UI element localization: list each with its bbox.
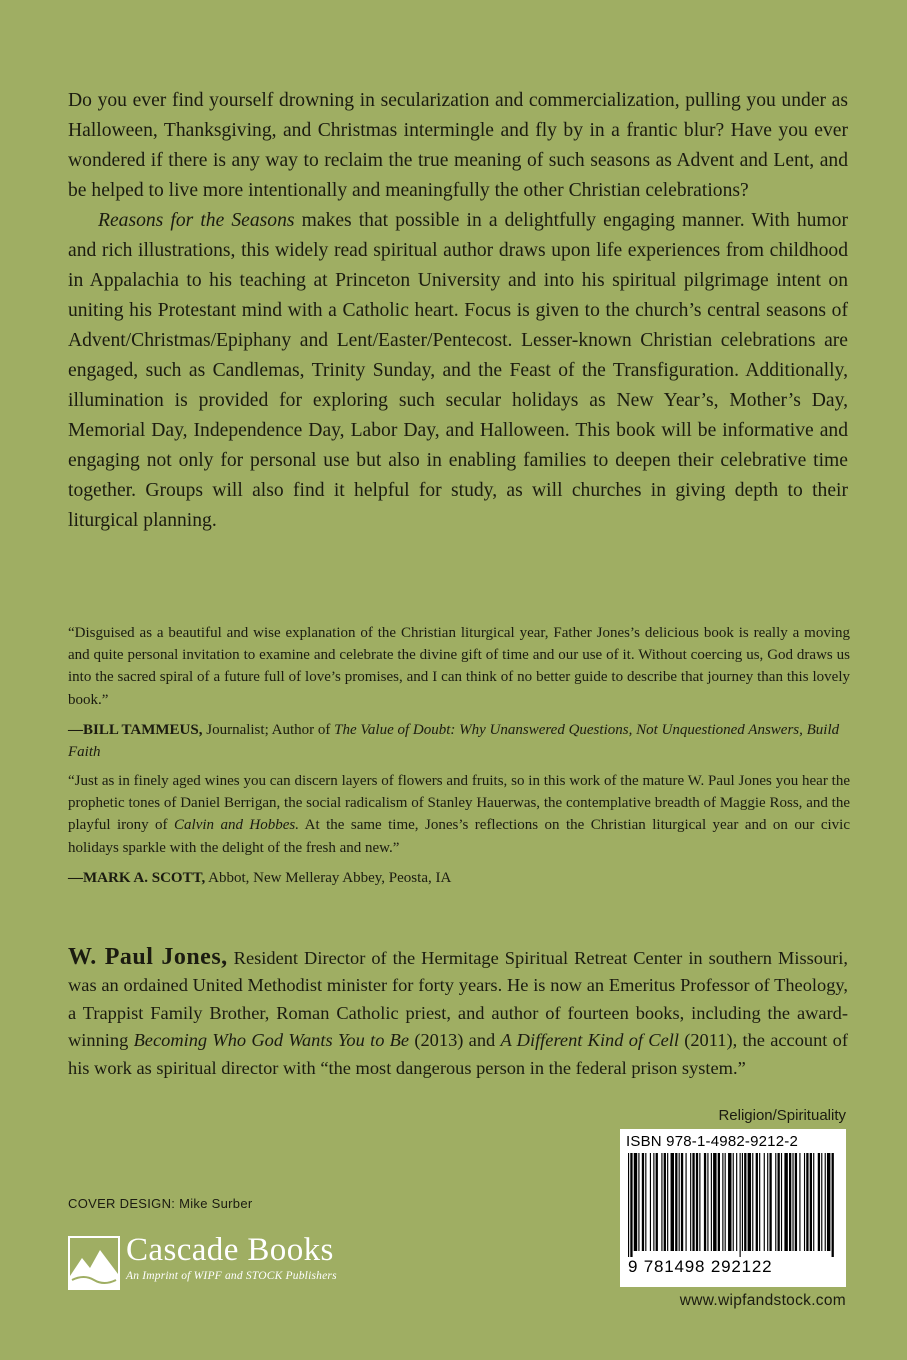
barcode-bar: [650, 1153, 651, 1251]
barcode-bar: [821, 1153, 822, 1251]
barcode-bar: [718, 1153, 720, 1251]
bio-text-part: (2011), the account of his work as spiritual director with “the most dangerous person in the federal prison system.”: [68, 1030, 848, 1078]
endorser-name: —BILL TAMMEUS,: [68, 721, 203, 738]
barcode-bar: [810, 1153, 812, 1251]
barcode-bar: [630, 1153, 632, 1257]
isbn-number: ISBN 978-1-4982-9212-2: [626, 1133, 799, 1150]
endorsement-attribution: [68, 719, 850, 763]
author-name: W. Paul Jones,: [68, 944, 228, 970]
endorsement-quote-italic: Calvin and Hobbes.: [174, 817, 299, 834]
barcode-bars-icon: [628, 1153, 838, 1257]
barcode-bar: [806, 1153, 808, 1251]
barcode-bar: [767, 1153, 768, 1251]
endorser-work: The Value of Doubt: Why Unanswered Questions, Not Unquestioned Answers, Build Faith: [68, 721, 840, 761]
author-bio: [68, 944, 848, 1082]
barcode-digits: 9 781498 292122: [628, 1257, 773, 1276]
barcode-bar: [818, 1153, 820, 1251]
barcode-bar: [642, 1153, 644, 1251]
isbn-barcode: [620, 1129, 846, 1287]
blurb-paragraph-2-text: makes that possible in a delightfully engaging manner. With humor and rich illustrations, this widely read spiritual author draws upon life experiences from childhood in Appalachia to his teaching at Princeton University and into his spiritual pilgrimage intent on uniting his Protestant mind with a Catholic heart. Focus is given to the church’s central seasons of Advent/Christmas/Epiphany and Lent/Easter/Pentecost. Lesser-known Christian celebrations are engaged, such as Candlemas, Trinity Sunday, and the Feast of the Transfiguration. Additionally, illumination is provided for exploring such secular holidays as New Year’s, Mother’s Day, Memorial Day, Independence Day, Labor Day, and Halloween. This book will be informative and engaging not only for personal use but also in enabling families to deepen their celebrative time together. Groups will also find it helpful for study, as will churches in giving depth to their liturgical planning.: [68, 210, 848, 531]
barcode-bar: [789, 1153, 791, 1251]
barcode-bar: [781, 1153, 782, 1251]
barcode-bar: [744, 1153, 746, 1251]
barcode-bar: [686, 1153, 687, 1251]
barcode-bar: [692, 1153, 694, 1251]
barcode-bar: [804, 1153, 805, 1251]
barcode-bar: [733, 1153, 734, 1251]
barcode-bar: [667, 1153, 668, 1251]
mountain-logo-icon: [68, 1236, 120, 1290]
barcode-bar: [664, 1153, 666, 1251]
bio-text-part: Resident Director of the Hermitage Spiritual Retreat Center in southern Missouri, was an ordained United Methodist minister for forty years. He is now an Emeritus Professor of Theology, a Trappist Family Brother, Roman Catholic priest, and author of fourteen books, including the award-winning: [68, 948, 848, 1051]
bio-book-title: Becoming Who God Wants You to Be: [133, 1030, 410, 1051]
book-title: Reasons for the Seasons: [98, 210, 295, 231]
category-label: Religion/Spirituality: [718, 1107, 846, 1124]
barcode-bar: [832, 1153, 834, 1257]
barcode-bar: [711, 1153, 712, 1251]
barcode-bar: [671, 1153, 674, 1251]
barcode-bar: [725, 1153, 726, 1251]
blurb-paragraph-1: Do you ever find yourself drowning in secularization and commercialization, pulling you under as Halloween, Thanksgiving, and Christmas intermingle and fly by in a frantic blur? Have you ever wondered if there is any way to reclaim the true meaning of such seasons as Advent and Lent, and be helped to live more intentionally and meaningfully the other Christian celebrations?: [68, 90, 848, 201]
barcode-bar: [699, 1153, 700, 1251]
barcode-bar: [799, 1153, 800, 1251]
endorser-name: —MARK A. SCOTT,: [68, 869, 206, 886]
barcode-bar: [681, 1153, 683, 1251]
barcode-bar: [728, 1153, 731, 1251]
barcode-bar: [740, 1153, 741, 1257]
barcode-bar: [792, 1153, 793, 1251]
barcode-bar: [707, 1153, 708, 1251]
barcode-bar: [784, 1153, 787, 1251]
endorser-role: Journalist; Author of: [202, 721, 335, 738]
endorsement-quote-part: “Just as in finely aged wines you can discern layers of flowers and fruits, so in this work of the mature W. Paul Jones you hear the prophetic tones of Daniel Berrigan, the social radicalism of Stanley Hauerwas, the contemplative breadth of Maggie Ross, and the playful irony of: [68, 773, 850, 834]
publisher-name: Cascade Books: [126, 1232, 334, 1268]
barcode-bar: [825, 1153, 826, 1251]
endorsement-attribution: [68, 867, 850, 889]
barcode-bar: [748, 1153, 751, 1251]
barcode-bar: [722, 1153, 723, 1251]
endorser-role: Abbot, New Melleray Abbey, Peosta, IA: [205, 869, 452, 886]
barcode-bar: [759, 1153, 760, 1251]
barcode-bar: [656, 1153, 658, 1251]
barcode-bar: [696, 1153, 698, 1251]
barcode-bar: [679, 1153, 680, 1251]
barcode-bar: [756, 1153, 758, 1251]
blurb-paragraph-2: [68, 206, 848, 536]
bio-text-part: (2013) and: [409, 1030, 501, 1051]
cover-design-credit: COVER DESIGN: Mike Surber: [68, 1196, 253, 1211]
author-bio-text: [68, 944, 848, 1082]
barcode-bar: [769, 1153, 771, 1251]
barcode-bar: [661, 1153, 662, 1251]
endorsement-quote-part: At the same time, Jones’s reflections on the Christian liturgical year and on our civic holidays sparkle with the delight of the fresh and new.”: [68, 817, 850, 856]
barcode-bar: [704, 1153, 706, 1251]
publisher-imprint: An Imprint of WIPF and STOCK Publishers: [126, 1270, 337, 1282]
barcode-bar: [736, 1153, 737, 1251]
publisher-website: www.wipfandstock.com: [679, 1292, 846, 1309]
barcode-bar: [645, 1153, 646, 1251]
barcode-bar: [827, 1153, 830, 1251]
barcode-bar: [675, 1153, 677, 1251]
barcode-bar: [628, 1153, 629, 1257]
endorsement-quote: [68, 770, 850, 859]
barcode-bar: [653, 1153, 654, 1251]
barcode-bar: [775, 1153, 776, 1251]
barcode-bar: [742, 1153, 743, 1251]
barcode-bar: [764, 1153, 765, 1251]
description-blurb: [68, 86, 848, 536]
bio-book-title: A Different Kind of Cell: [500, 1030, 679, 1051]
barcode-bar: [752, 1153, 753, 1251]
endorsement-tammeus: [68, 622, 850, 763]
barcode-bar: [795, 1153, 797, 1251]
publisher-logo: [68, 1232, 398, 1292]
barcode-bar: [813, 1153, 814, 1251]
barcode-bar: [634, 1153, 637, 1251]
barcode-bar: [713, 1153, 716, 1251]
endorsement-quote: “Disguised as a beautiful and wise explanation of the Christian liturgical year, Father Jones’s delicious book is really a moving and quite personal invitation to examine and celebrate the divine gift of time and our use of it. Without coercing us, God draws us into the sacred spiral of a future full of love’s promises, and I can think of no better guide to describe that journey than this lovely book.”: [68, 625, 850, 708]
barcode-bar: [690, 1153, 691, 1251]
barcode-bar: [638, 1153, 639, 1251]
endorsement-scott: [68, 770, 850, 889]
barcode-bar: [778, 1153, 780, 1251]
